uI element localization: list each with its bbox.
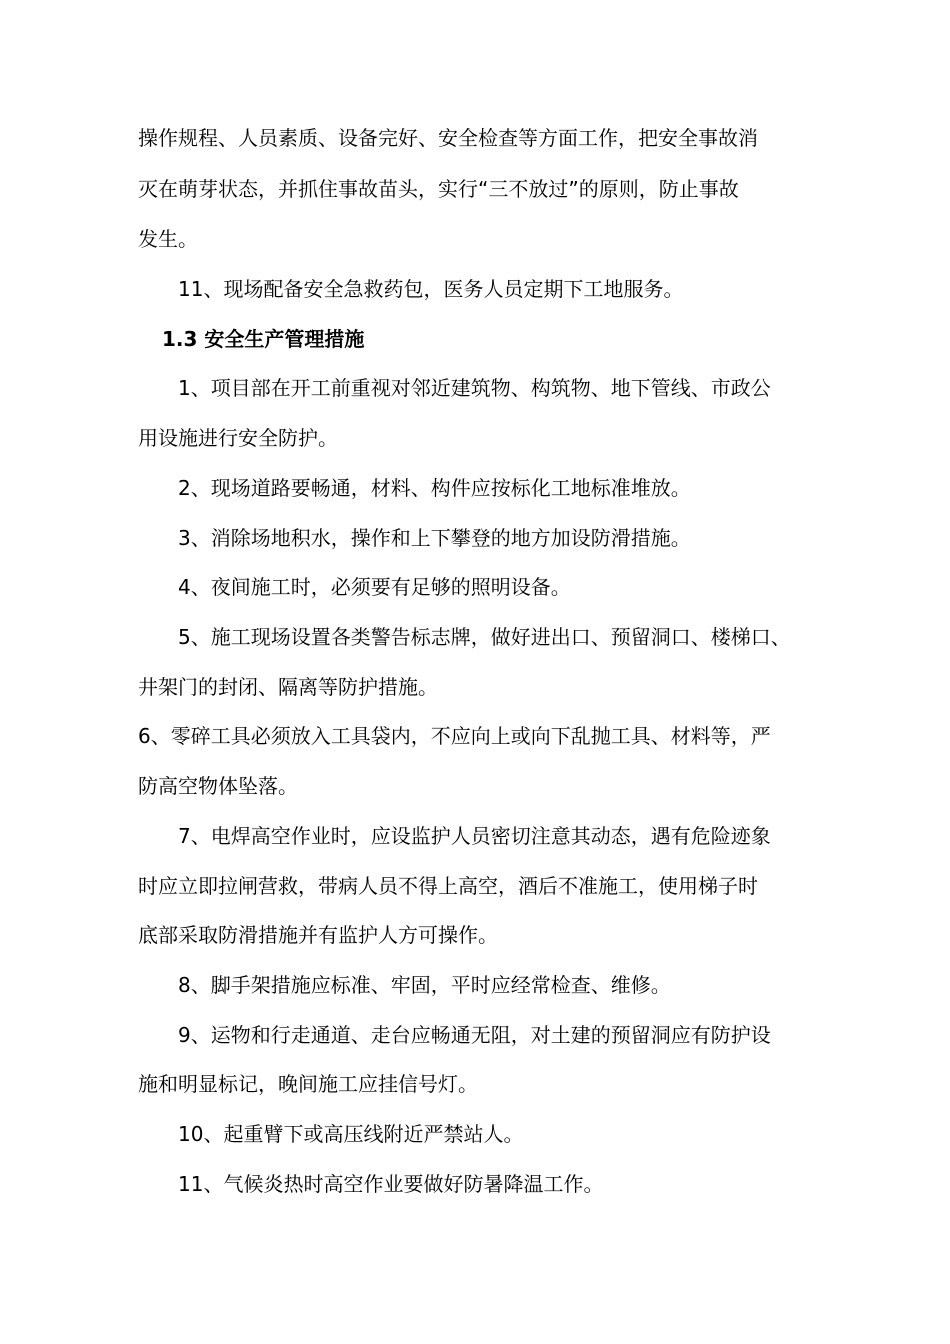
section-heading: 1.3 安全生产管理措施 bbox=[162, 327, 365, 351]
text-line: 11、现场配备安全急救药包，医务人员定期下工地服务。 bbox=[178, 277, 684, 301]
text-line: 7、电焊高空作业时，应设监护人员密切注意其动态，遇有危险迹象 bbox=[178, 824, 771, 848]
text-line: 发生。 bbox=[138, 227, 198, 251]
text-line: 4、夜间施工时，必须要有足够的照明设备。 bbox=[178, 575, 571, 599]
text-line: 3、消除场地积水，操作和上下攀登的地方加设防滑措施。 bbox=[178, 526, 691, 550]
text-line: 井架门的封闭、隔离等防护措施。 bbox=[138, 675, 438, 699]
text-line: 灭在萌芽状态，并抓住事故苗头，实行“三不放过”的原则，防止事故 bbox=[138, 177, 739, 201]
text-line: 用设施进行安全防护。 bbox=[138, 426, 338, 450]
text-line: 2、现场道路要畅通，材料、构件应按标化工地标准堆放。 bbox=[178, 476, 691, 500]
text-line: 9、运物和行走通道、走台应畅通无阻，对土建的预留洞应有防护设 bbox=[178, 1023, 771, 1047]
text-line: 10、起重臂下或高压线附近严禁站人。 bbox=[178, 1122, 524, 1146]
text-line: 防高空物体坠落。 bbox=[138, 774, 298, 798]
text-line: 底部采取防滑措施并有监护人方可操作。 bbox=[138, 923, 498, 947]
text-line: 11、气候炎热时高空作业要做好防暑降温工作。 bbox=[178, 1172, 604, 1196]
text-line: 操作规程、人员素质、设备完好、安全检查等方面工作，把安全事故消 bbox=[138, 126, 758, 150]
text-line: 时应立即拉闸营救，带病人员不得上高空，酒后不准施工，使用梯子时 bbox=[138, 874, 758, 898]
text-line: 6、零碎工具必须放入工具袋内，不应向上或向下乱抛工具、材料等，严 bbox=[138, 724, 771, 748]
text-line: 1、项目部在开工前重视对邻近建筑物、构筑物、地下管线、市政公 bbox=[178, 376, 771, 400]
text-line: 施和明显标记，晚间施工应挂信号灯。 bbox=[138, 1072, 478, 1096]
text-line: 5、施工现场设置各类警告标志牌，做好进出口、预留洞口、楼梯口、 bbox=[178, 625, 791, 649]
text-line: 8、脚手架措施应标准、牢固，平时应经常检查、维修。 bbox=[178, 973, 671, 997]
